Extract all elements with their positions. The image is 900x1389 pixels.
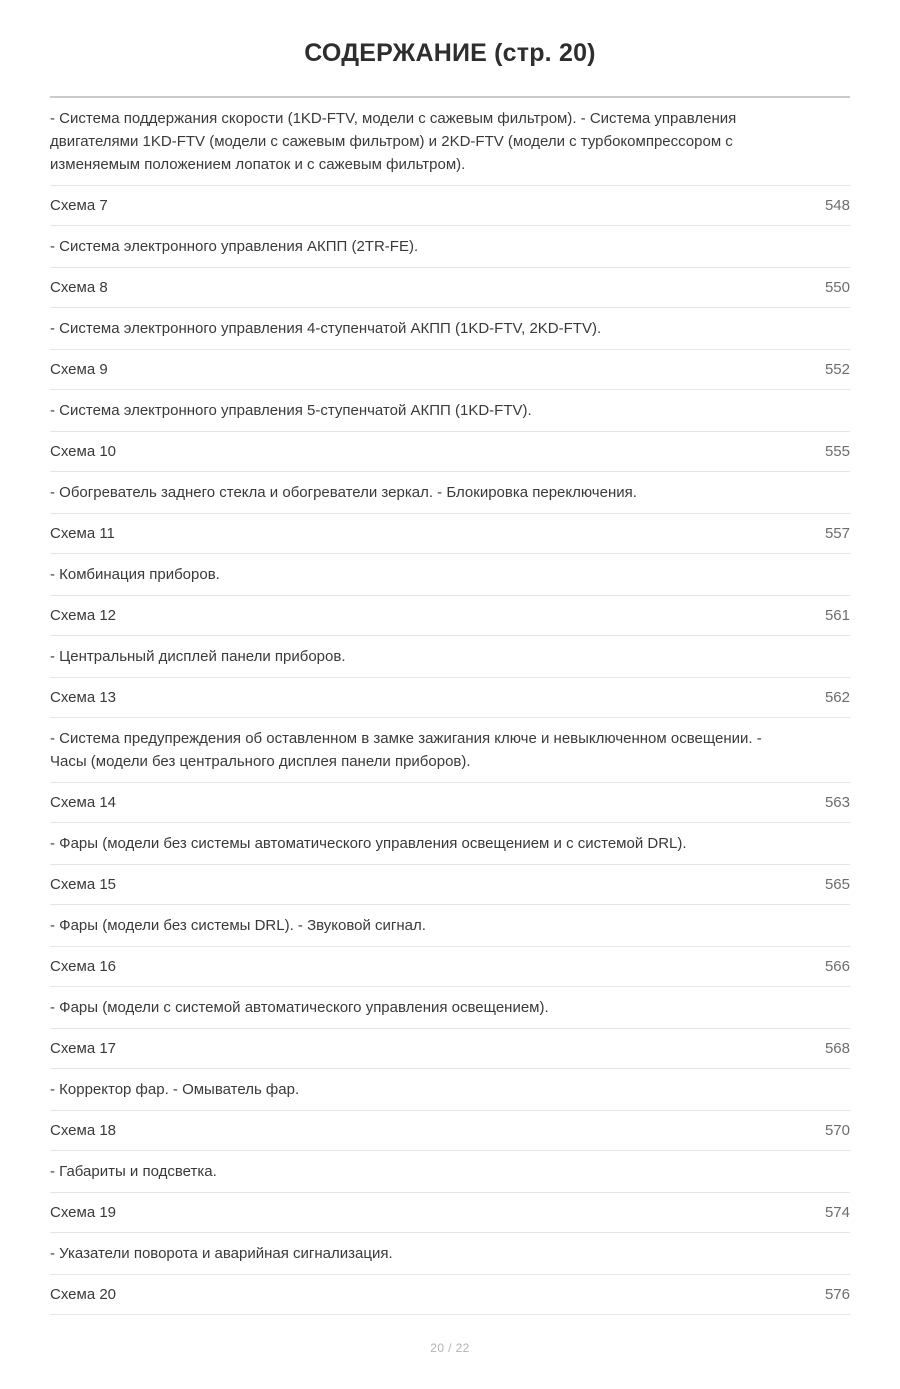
- toc-entry-row[interactable]: [50, 947, 850, 987]
- toc-description-row[interactable]: [50, 390, 850, 432]
- toc-description-row[interactable]: [50, 1151, 850, 1193]
- page-title: СОДЕРЖАНИЕ (стр. 20): [304, 39, 596, 67]
- toc-entry-row[interactable]: [50, 186, 850, 226]
- toc-row-page-number: 565: [824, 876, 850, 894]
- toc-description-row[interactable]: [50, 98, 850, 186]
- toc-row-label: Схема 20: [50, 1286, 117, 1304]
- toc-row-label: Схема 17: [50, 1040, 117, 1058]
- toc-row-label: - Габариты и подсветка.: [50, 1163, 217, 1181]
- toc-row-page-number: 557: [824, 525, 850, 543]
- toc-row-page-number: 566: [824, 958, 850, 976]
- toc-row-page-number: 562: [824, 689, 850, 707]
- toc-row-label: Схема 12: [50, 607, 117, 625]
- toc-entry-row[interactable]: [50, 678, 850, 718]
- toc-row-label: - Корректор фар. - Омыватель фар.: [50, 1081, 300, 1099]
- toc-row-label: - Комбинация приборов.: [50, 566, 220, 584]
- toc-description-row[interactable]: [50, 718, 850, 783]
- toc-entry-row[interactable]: [50, 268, 850, 308]
- toc-description-row[interactable]: [50, 308, 850, 350]
- toc-row-page-number: 568: [824, 1040, 850, 1058]
- toc-row-page-number: 561: [824, 607, 850, 625]
- toc-row-label: - Центральный дисплей панели приборов.: [50, 648, 346, 666]
- toc-row-label: - Система предупреждения об оставленном в замке зажигания ключе и невыключенном освещении. - Часы (модели без центрального дисплея панели приборов).: [50, 730, 762, 771]
- toc-entry-row[interactable]: [50, 350, 850, 390]
- toc-row-label: Схема 13: [50, 689, 117, 707]
- toc-row-page-number: 548: [824, 197, 850, 215]
- toc-description-row[interactable]: [50, 226, 850, 268]
- toc-row-label: - Обогреватель заднего стекла и обогреватели зеркал. - Блокировка переключения.: [50, 484, 637, 502]
- toc-row-label: - Фары (модели без системы автоматического управления освещением и с системой DRL).: [50, 835, 687, 853]
- toc-row-page-number: 555: [824, 443, 850, 461]
- toc-row-label: Схема 18: [50, 1122, 117, 1140]
- toc-row-page-number: 550: [824, 279, 850, 297]
- toc-row-label: - Указатели поворота и аварийная сигнализация.: [50, 1245, 393, 1263]
- toc-row-label: Схема 19: [50, 1204, 117, 1222]
- table-of-contents: [50, 98, 850, 1315]
- toc-entry-row[interactable]: [50, 514, 850, 554]
- toc-row-page-number: 570: [824, 1122, 850, 1140]
- toc-row-label: Схема 7: [50, 197, 108, 215]
- toc-row-page-number: 576: [824, 1286, 850, 1304]
- toc-row-label: Схема 11: [50, 525, 115, 543]
- toc-entry-row[interactable]: [50, 432, 850, 472]
- toc-row-label: - Система электронного управления АКПП (2TR-FE).: [50, 238, 419, 256]
- toc-entry-row[interactable]: [50, 1193, 850, 1233]
- toc-row-label: - Система электронного управления 4-ступенчатой АКПП (1KD-FTV, 2KD-FTV).: [50, 320, 602, 338]
- toc-row-label: Схема 14: [50, 794, 117, 812]
- toc-description-row[interactable]: [50, 472, 850, 514]
- toc-entry-row[interactable]: [50, 1275, 850, 1315]
- toc-description-row[interactable]: [50, 987, 850, 1029]
- toc-entry-row[interactable]: [50, 783, 850, 823]
- toc-description-row[interactable]: [50, 1069, 850, 1111]
- toc-description-row[interactable]: [50, 554, 850, 596]
- toc-description-row[interactable]: [50, 1233, 850, 1275]
- toc-row-label: Схема 15: [50, 876, 117, 894]
- toc-entry-row[interactable]: [50, 596, 850, 636]
- toc-row-label: Схема 16: [50, 958, 117, 976]
- toc-row-label: - Фары (модели без системы DRL). - Звуковой сигнал.: [50, 917, 426, 935]
- toc-row-page-number: 552: [824, 361, 850, 379]
- toc-entry-row[interactable]: [50, 865, 850, 905]
- toc-row-label: - Система электронного управления 5-ступенчатой АКПП (1KD-FTV).: [50, 402, 532, 420]
- toc-row-page-number: 574: [824, 1204, 850, 1222]
- toc-description-row[interactable]: [50, 905, 850, 947]
- toc-entry-row[interactable]: [50, 1111, 850, 1151]
- toc-row-label: - Фары (модели с системой автоматического управления освещением).: [50, 999, 549, 1017]
- toc-row-label: Схема 8: [50, 279, 108, 297]
- toc-description-row[interactable]: [50, 636, 850, 678]
- toc-row-label: - Система поддержания скорости (1KD-FTV, модели с сажевым фильтром). - Система управления двигателями 1KD-FTV (модели с сажевым фильтром) и 2KD-FTV (модели с турбокомпрессором с изменяемым положением лопаток и с сажевым фильтром).: [50, 110, 737, 174]
- toc-row-page-number: 563: [824, 794, 850, 812]
- toc-row-label: Схема 9: [50, 361, 108, 379]
- toc-description-row[interactable]: [50, 823, 850, 865]
- page-footer: 20 / 22: [430, 1341, 470, 1356]
- toc-entry-row[interactable]: [50, 1029, 850, 1069]
- toc-row-label: Схема 10: [50, 443, 117, 461]
